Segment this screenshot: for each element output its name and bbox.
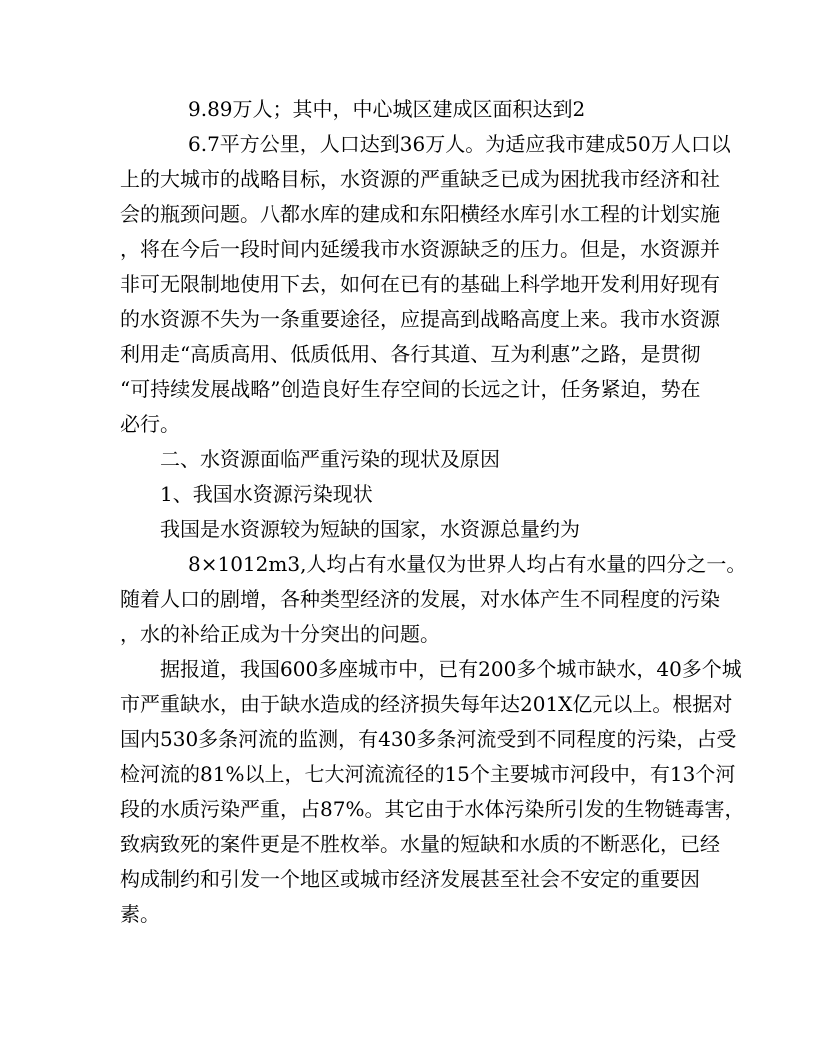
paragraph-line: 素。 xyxy=(120,902,160,926)
paragraph-line: 的水资源不失为一条重要途径，应提高到战略高度上来。我市水资源 xyxy=(120,307,720,331)
paragraph-line: 会的瓶颈问题。八都水库的建成和东阳横经水库引水工程的计划实施 xyxy=(120,202,720,226)
paragraph-line: 国内530多条河流的监测，有430多条河流受到不同程度的污染，占受 xyxy=(120,727,737,751)
section-heading: 二、水资源面临严重污染的现状及原因 xyxy=(160,447,500,471)
paragraph-line: 据报道，我国600多座城市中，已有200多个城市缺水，40多个城 xyxy=(160,657,742,681)
paragraph-line: 8×1012m3,人均占有水量仅为世界人均占有水量的四分之一。 xyxy=(188,552,747,576)
paragraph-line: 上的大城市的战略目标，水资源的严重缺乏已成为困扰我市经济和社 xyxy=(120,167,720,191)
paragraph-line: 构成制约和引发一个地区或城市经济发展甚至社会不安定的重要因 xyxy=(120,867,700,891)
paragraph-line: 9.89万人；其中，中心城区建成区面积达到2 xyxy=(188,97,586,121)
paragraph-line: 6.7平方公里，人口达到36万人。为适应我市建成50万人口以 xyxy=(188,132,731,156)
paragraph-line: ，水的补给正成为十分突出的问题。 xyxy=(120,622,440,646)
paragraph-line: 非可无限制地使用下去，如何在已有的基础上科学地开发利用好现有 xyxy=(120,272,720,296)
paragraph-line: 段的水质污染严重，占87%。其它由于水体污染所引发的生物链毒害， xyxy=(120,797,745,821)
paragraph-line: ，将在今后一段时间内延缓我市水资源缺乏的压力。但是，水资源并 xyxy=(120,237,720,261)
paragraph-line: 随着人口的剧增，各种类型经济的发展，对水体产生不同程度的污染 xyxy=(120,587,720,611)
subsection-heading: 1、我国水资源污染现状 xyxy=(160,482,373,506)
paragraph-line: 必行。 xyxy=(120,412,180,436)
paragraph-line: 利用走“高质高用、低质低用、各行其道、互为利惠”之路，是贯彻 xyxy=(120,342,701,366)
paragraph-line: 检河流的81%以上，七大河流流径的15个主要城市河段中，有13个河 xyxy=(120,762,736,786)
paragraph-line: 市严重缺水，由于缺水造成的经济损失每年达201X亿元以上。根据对 xyxy=(120,692,733,716)
paragraph-line: “可持续发展战略”创造良好生存空间的长远之计，任务紧迫，势在 xyxy=(120,377,701,401)
paragraph-line: 致病致死的案件更是不胜枚举。水量的短缺和水质的不断恶化，已经 xyxy=(120,832,720,856)
paragraph-line: 我国是水资源较为短缺的国家，水资源总量约为 xyxy=(160,517,580,541)
